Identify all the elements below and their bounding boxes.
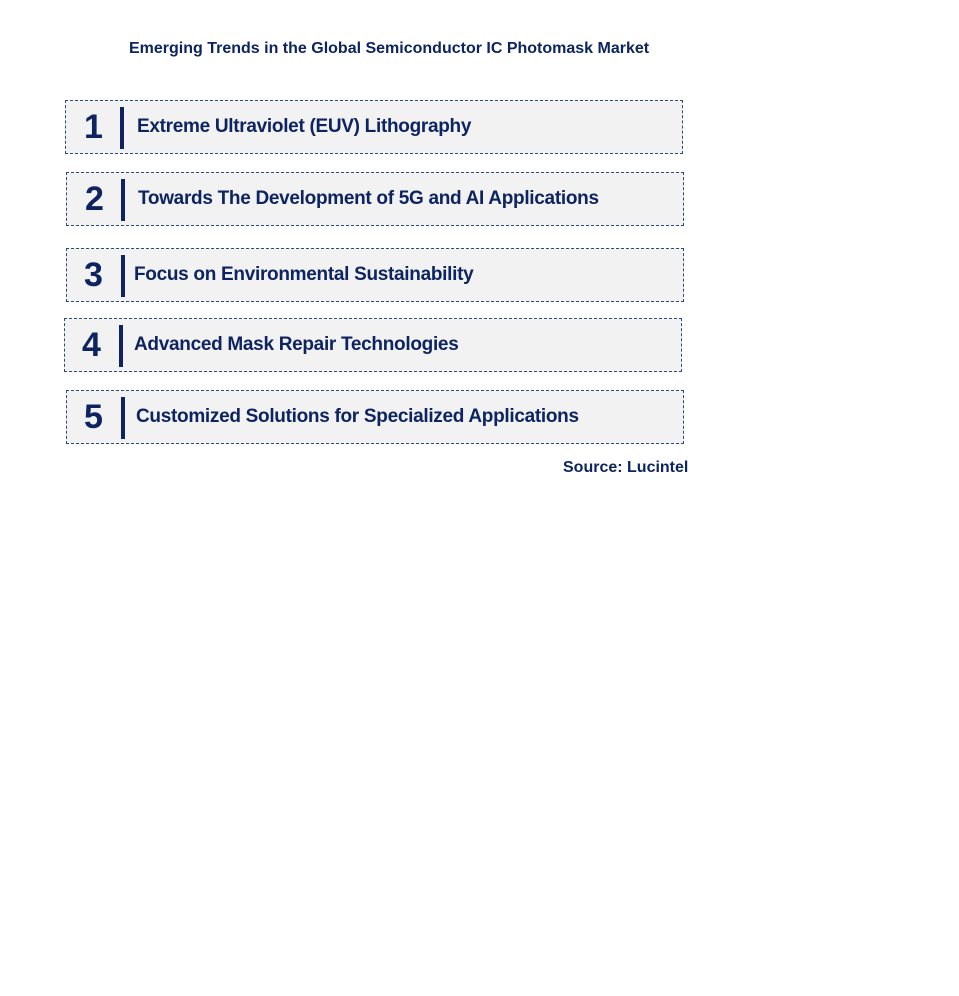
trend-number: 2 (85, 180, 104, 218)
trend-divider (119, 325, 123, 367)
trend-item-3 (66, 248, 684, 302)
diagram-title: Emerging Trends in the Global Semiconductor IC Photomask Market (129, 40, 650, 57)
trend-number: 3 (84, 256, 103, 294)
trend-item-1 (65, 100, 683, 154)
trend-item-5 (66, 390, 684, 444)
trend-item-4 (64, 318, 682, 372)
trend-number: 1 (84, 108, 103, 146)
trend-label: Advanced Mask Repair Technologies (134, 334, 459, 355)
trend-number: 5 (84, 398, 103, 436)
trend-label: Towards The Development of 5G and AI Applications (138, 188, 599, 209)
trend-label: Focus on Environmental Sustainability (134, 264, 474, 285)
trend-divider (120, 107, 124, 149)
source-credit: Source: Lucintel (563, 459, 689, 476)
trend-number: 4 (82, 326, 101, 364)
trend-label: Extreme Ultraviolet (EUV) Lithography (137, 116, 472, 137)
trend-item-2 (66, 172, 684, 226)
trend-divider (121, 179, 125, 221)
trend-divider (121, 397, 125, 439)
trend-divider (121, 255, 125, 297)
trend-label: Customized Solutions for Specialized Applications (136, 406, 579, 427)
